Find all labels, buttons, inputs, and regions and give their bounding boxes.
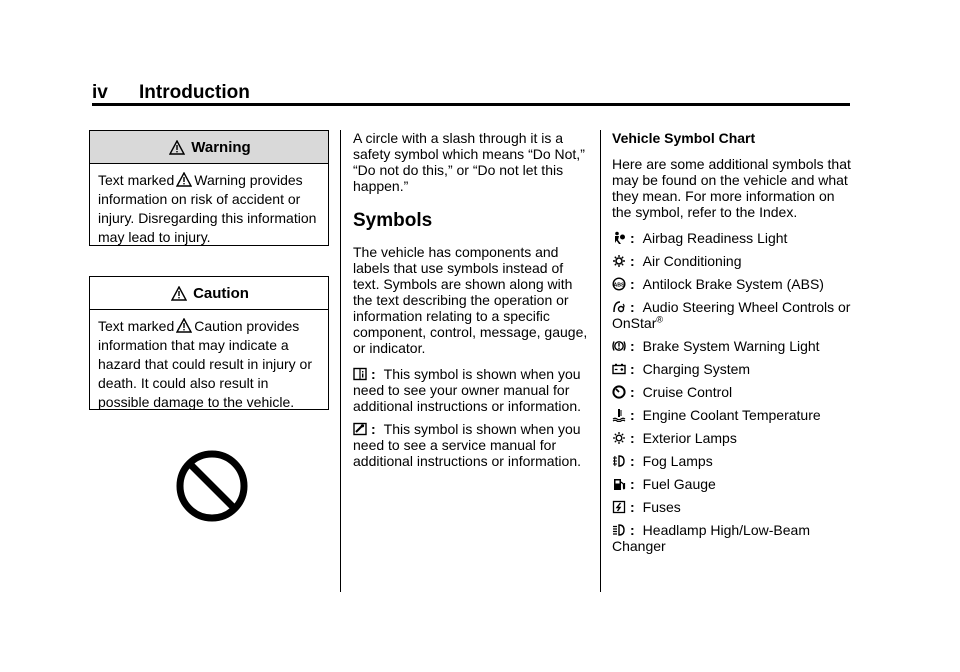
caution-box-body bbox=[90, 310, 328, 412]
symbol-entry bbox=[612, 299, 857, 331]
caution-text-start: Text marked bbox=[98, 318, 175, 334]
middle-column bbox=[353, 130, 593, 476]
exterior-lamps-icon bbox=[612, 431, 626, 445]
warning-triangle-inline-icon bbox=[176, 172, 192, 187]
symbol-label: Cruise Control bbox=[642, 384, 733, 400]
symbol-entry bbox=[612, 453, 857, 469]
header-rule bbox=[92, 103, 850, 106]
symbol-entry bbox=[612, 338, 857, 354]
symbol-label: Airbag Readiness Light bbox=[642, 230, 788, 246]
symbol-colon: : bbox=[630, 522, 635, 538]
symbol-colon: : bbox=[630, 407, 635, 423]
symbol-entry bbox=[612, 499, 857, 515]
symbol-colon: : bbox=[630, 253, 635, 269]
symbol-entry bbox=[612, 276, 857, 292]
abs-icon bbox=[612, 277, 626, 291]
symbol-colon: : bbox=[630, 430, 635, 446]
symbol-list bbox=[612, 230, 857, 554]
symbol-entry bbox=[612, 253, 857, 269]
fuel-gauge-icon bbox=[612, 477, 626, 491]
symbol-colon: : bbox=[630, 230, 635, 246]
column-divider-right bbox=[600, 130, 601, 592]
symbol-colon: : bbox=[630, 361, 635, 377]
warning-title-text: Warning bbox=[191, 138, 251, 156]
symbol-label: Exterior Lamps bbox=[642, 430, 737, 446]
symbol-colon: : bbox=[630, 338, 635, 354]
headlamp-beam-icon bbox=[612, 523, 626, 537]
vehicle-symbol-chart-intro: Here are some additional symbols that may be found on the vehicle and what they mean. For more information on the symbol, refer to the Index. bbox=[612, 156, 851, 220]
symbol-entry bbox=[612, 230, 857, 246]
airbag-icon bbox=[612, 231, 626, 245]
symbol-label: Antilock Brake System (ABS) bbox=[642, 276, 824, 292]
symbol-label: Charging System bbox=[642, 361, 751, 377]
symbol-entry bbox=[612, 430, 857, 446]
fog-lamps-icon bbox=[612, 454, 626, 468]
svg-text:ABS: ABS bbox=[613, 282, 625, 289]
symbol-colon: : bbox=[630, 276, 635, 292]
symbol-colon: : bbox=[630, 476, 635, 492]
symbol-label: Air Conditioning bbox=[642, 253, 742, 269]
service-manual-symbol-entry bbox=[353, 421, 593, 469]
circle-symbol-text: A circle with a slash through it is a safety symbol which means “Do Not,” “Do not do this,” or “Do not let this happen.” bbox=[353, 130, 585, 194]
warning-box-body bbox=[90, 164, 328, 247]
symbol-entry bbox=[612, 361, 857, 377]
battery-icon bbox=[612, 362, 626, 376]
vehicle-symbol-chart-heading: Vehicle Symbol Chart bbox=[612, 130, 756, 146]
symbol-label: Audio Steering Wheel Controls or OnStar bbox=[612, 299, 851, 331]
column-divider-left bbox=[340, 130, 341, 592]
right-column bbox=[612, 130, 857, 561]
symbol-label: Fog Lamps bbox=[642, 453, 713, 469]
owner-manual-colon: : bbox=[371, 366, 376, 382]
cruise-control-icon bbox=[612, 385, 626, 399]
caution-text-rest: Caution provides information that may indicate a hazard that could result in injury or death. It could also result in possible damage to the vehicle. bbox=[98, 318, 312, 410]
fuses-icon bbox=[612, 500, 626, 514]
symbol-entry bbox=[612, 384, 857, 400]
air-conditioning-icon bbox=[612, 254, 626, 268]
steering-audio-icon bbox=[612, 300, 626, 314]
caution-box bbox=[89, 276, 329, 410]
caution-box-title bbox=[90, 277, 328, 310]
coolant-temp-icon bbox=[612, 408, 626, 422]
warning-text-start: Text marked bbox=[98, 172, 175, 188]
owner-manual-book-icon bbox=[353, 367, 367, 381]
page-number: iv bbox=[92, 82, 108, 103]
warning-box-title bbox=[90, 131, 328, 164]
owner-manual-symbol-entry bbox=[353, 366, 593, 414]
warning-triangle-icon bbox=[169, 140, 185, 155]
symbol-label: Fuel Gauge bbox=[642, 476, 716, 492]
symbols-intro: The vehicle has components and labels that use symbols instead of text. Symbols are shown along with the text describing the operation or information relating to a specific component, control, message, gauge, or indicator. bbox=[353, 244, 588, 356]
symbol-label: Headlamp High/Low-Beam Changer bbox=[612, 522, 810, 554]
warning-text-rest: Warning provides information on risk of accident or injury. Disregarding this information may lead to injury. bbox=[98, 172, 317, 245]
symbol-colon: : bbox=[630, 499, 635, 515]
symbol-label: Fuses bbox=[642, 499, 681, 515]
symbol-colon: : bbox=[630, 453, 635, 469]
symbol-entry bbox=[612, 407, 857, 423]
symbol-label: Engine Coolant Temperature bbox=[642, 407, 821, 423]
symbol-colon: : bbox=[630, 299, 635, 315]
caution-title-text: Caution bbox=[193, 284, 249, 302]
service-manual-text: This symbol is shown when you need to see a service manual for additional instructions or information. bbox=[353, 421, 582, 469]
caution-triangle-icon bbox=[171, 286, 187, 301]
service-manual-wrench-icon bbox=[353, 422, 367, 436]
registered-mark: ® bbox=[656, 314, 663, 325]
owner-manual-text: This symbol is shown when you need to see your owner manual for additional instructions or information. bbox=[353, 366, 582, 414]
caution-triangle-inline-icon bbox=[176, 318, 192, 333]
symbol-entry bbox=[612, 476, 857, 492]
warning-box bbox=[89, 130, 329, 246]
symbol-entry bbox=[612, 522, 857, 554]
do-not-circle-icon bbox=[174, 448, 250, 524]
symbols-heading: Symbols bbox=[353, 210, 433, 231]
symbol-label: Brake System Warning Light bbox=[642, 338, 820, 354]
service-manual-colon: : bbox=[371, 421, 376, 437]
section-title: Introduction bbox=[139, 82, 250, 103]
symbol-colon: : bbox=[630, 384, 635, 400]
brake-warning-icon bbox=[612, 339, 626, 353]
